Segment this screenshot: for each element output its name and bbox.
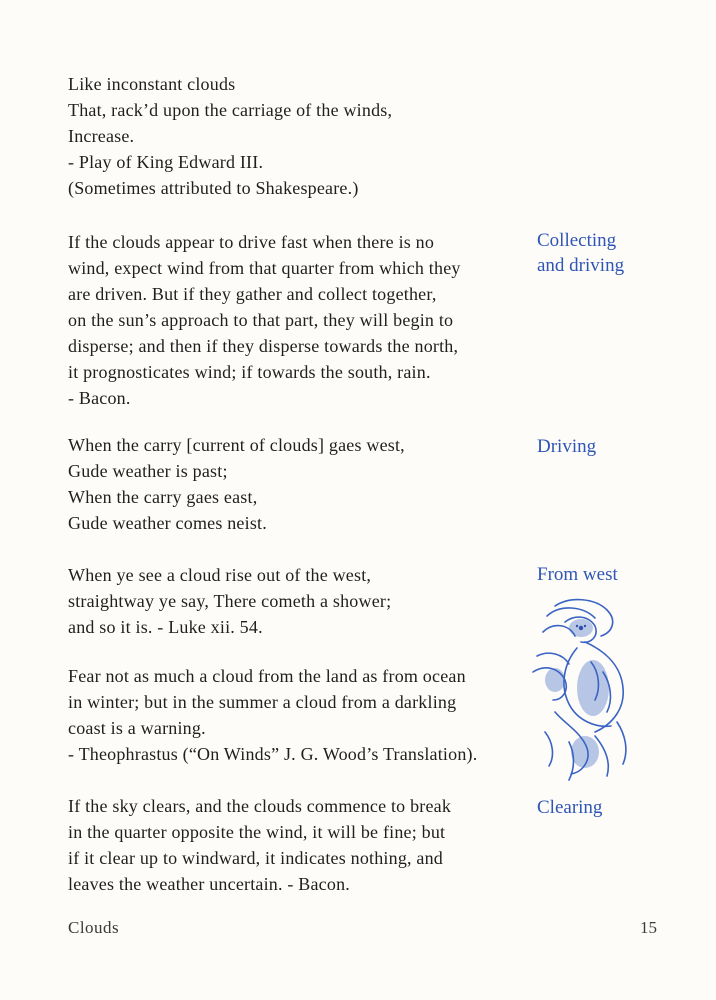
- text-line: wind, expect wind from that quarter from which they: [68, 258, 461, 278]
- text-line: When ye see a cloud rise out of the west,: [68, 565, 372, 585]
- margin-note-clearing: [537, 795, 687, 820]
- text-line: straightway ye say, There cometh a shower;: [68, 591, 392, 611]
- text-line: - Bacon.: [68, 388, 131, 408]
- text-line: If the clouds appear to drive fast when there is no: [68, 232, 435, 252]
- text-line: When the carry gaes east,: [68, 487, 258, 507]
- margin-note-line: Collecting: [537, 230, 617, 251]
- running-footer-title: Clouds: [68, 918, 120, 937]
- text-line: Like inconstant clouds: [68, 74, 236, 94]
- margin-note-line: From west: [537, 564, 618, 585]
- margin-note-line: Clearing: [537, 797, 603, 818]
- text-line: If the sky clears, and the clouds commence to break: [68, 796, 452, 816]
- text-line: disperse; and then if they disperse towards the north,: [68, 336, 459, 356]
- text-line: - Play of King Edward III.: [68, 152, 264, 172]
- margin-note-driving: [537, 434, 687, 459]
- margin-note-line: and driving: [537, 255, 625, 276]
- text-line: When the carry [current of clouds] gaes west,: [68, 435, 405, 455]
- text-line: it prognosticates wind; if towards the south, rain.: [68, 362, 431, 382]
- text-line: That, rack’d upon the carriage of the winds,: [68, 100, 393, 120]
- text-line: Increase.: [68, 126, 135, 146]
- text-line: if it clear up to windward, it indicates nothing, and: [68, 848, 444, 868]
- paragraph-theophrastus: [68, 663, 518, 767]
- quote-king-edward: [68, 71, 518, 201]
- verse-carry: [68, 432, 518, 536]
- text-line: coast is a warning.: [68, 718, 206, 738]
- paragraph-bacon-clearing: [68, 793, 518, 897]
- text-line: Gude weather is past;: [68, 461, 228, 481]
- text-line: on the sun’s approach to that part, they will begin to: [68, 310, 454, 330]
- text-line: Fear not as much a cloud from the land as from ocean: [68, 666, 466, 686]
- paragraph-bacon-collecting: [68, 229, 518, 411]
- margin-note-collecting: [537, 228, 687, 278]
- margin-note-line: Driving: [537, 436, 597, 457]
- text-line: leaves the weather uncertain. - Bacon.: [68, 874, 350, 894]
- page-number: 15: [640, 918, 657, 937]
- wind-figure-illustration: [525, 592, 635, 788]
- text-line: in winter; but in the summer a cloud from a darkling: [68, 692, 457, 712]
- text-line: are driven. But if they gather and collect together,: [68, 284, 437, 304]
- text-line: and so it is. - Luke xii. 54.: [68, 617, 263, 637]
- text-line: in the quarter opposite the wind, it will be fine; but: [68, 822, 446, 842]
- text-line: - Theophrastus (“On Winds” J. G. Wood’s Translation).: [68, 744, 478, 764]
- text-line: Gude weather comes neist.: [68, 513, 267, 533]
- margin-note-from-west: [537, 562, 687, 587]
- quote-luke: [68, 562, 518, 640]
- text-line: (Sometimes attributed to Shakespeare.): [68, 178, 359, 198]
